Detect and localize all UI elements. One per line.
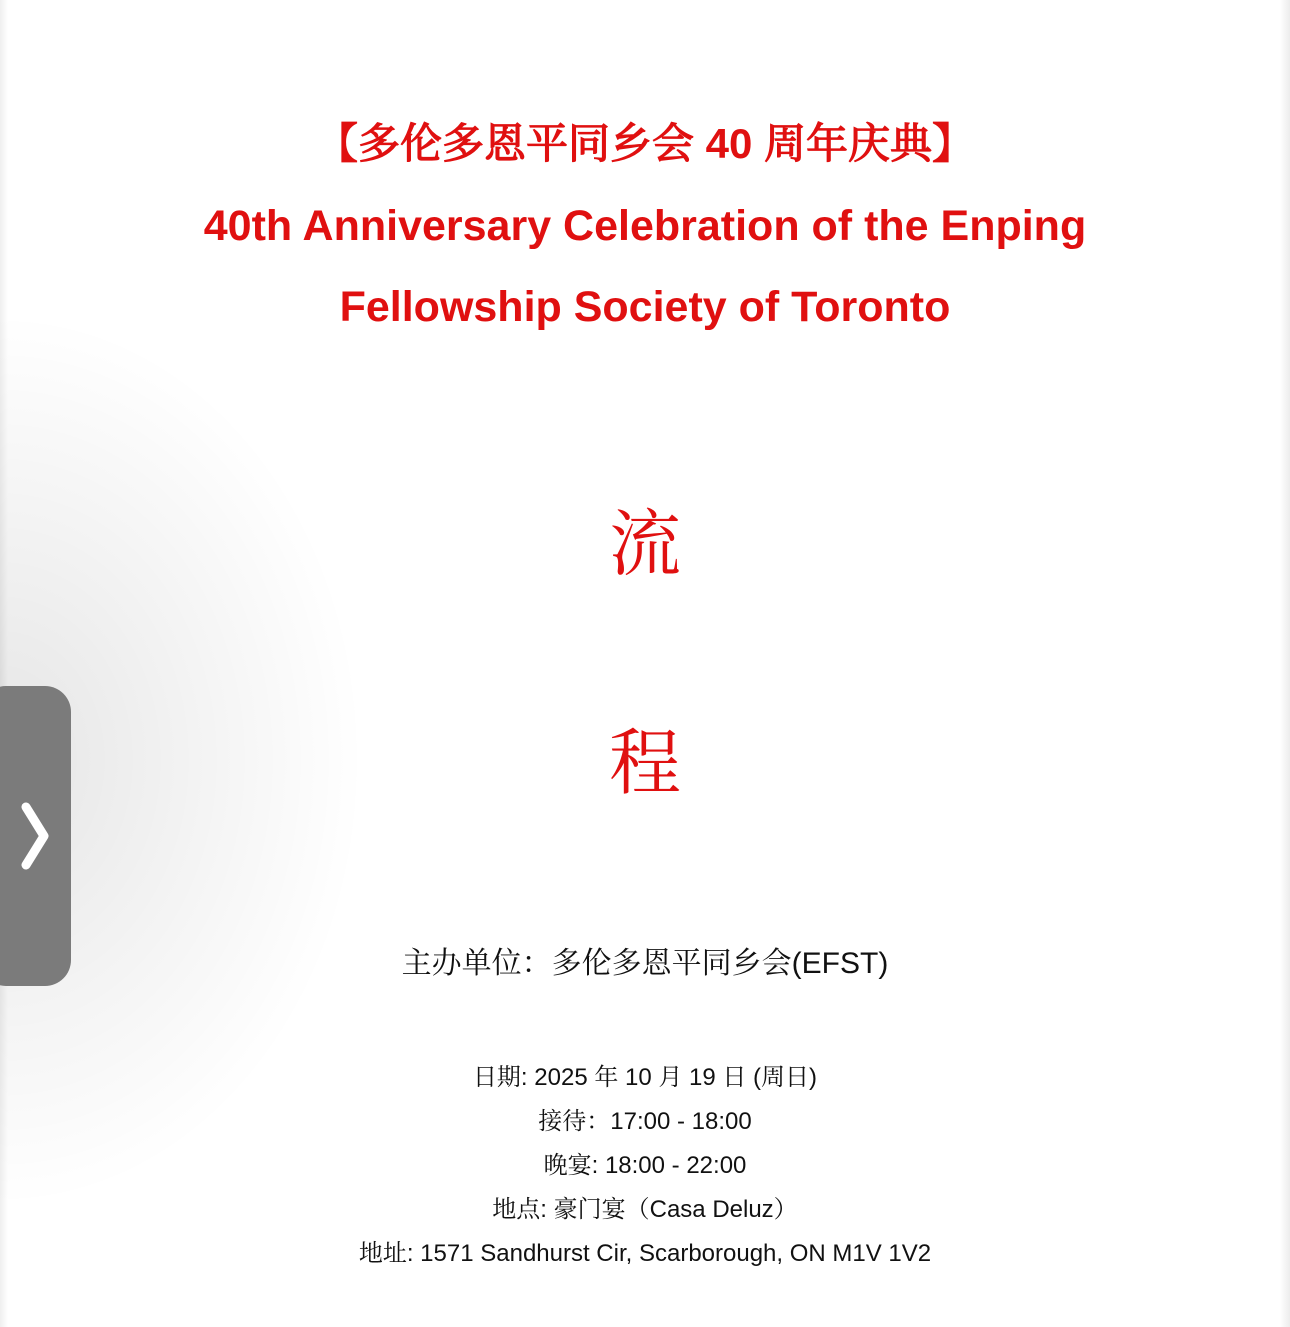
address-line: 地址: 1571 Sandhurst Cir, Scarborough, ON M1V 1V2 [358, 1240, 932, 1267]
heading-char-1: 流 [608, 505, 681, 585]
heading-char-2: 程 [608, 724, 681, 804]
side-expand-tab[interactable] [0, 686, 71, 986]
venue-line: 地点: 豪门宴（Casa Deluz） [492, 1196, 798, 1223]
title-english-line-2: Fellowship Society of Toronto [339, 283, 951, 331]
title-chinese: 【多伦多恩平同乡会 40 周年庆典】 [315, 120, 975, 167]
title-english-line-1: 40th Anniversary Celebration of the Enping [203, 202, 1087, 250]
chevron-right-icon [16, 801, 56, 871]
dinner-line: 晚宴: 18:00 - 22:00 [543, 1152, 747, 1179]
organizer-line: 主办单位：多伦多恩平同乡会(EFST) [401, 947, 889, 980]
reception-line: 接待：17:00 - 18:00 [538, 1108, 752, 1135]
date-line: 日期: 2025 年 10 月 19 日 (周日) [472, 1064, 818, 1091]
